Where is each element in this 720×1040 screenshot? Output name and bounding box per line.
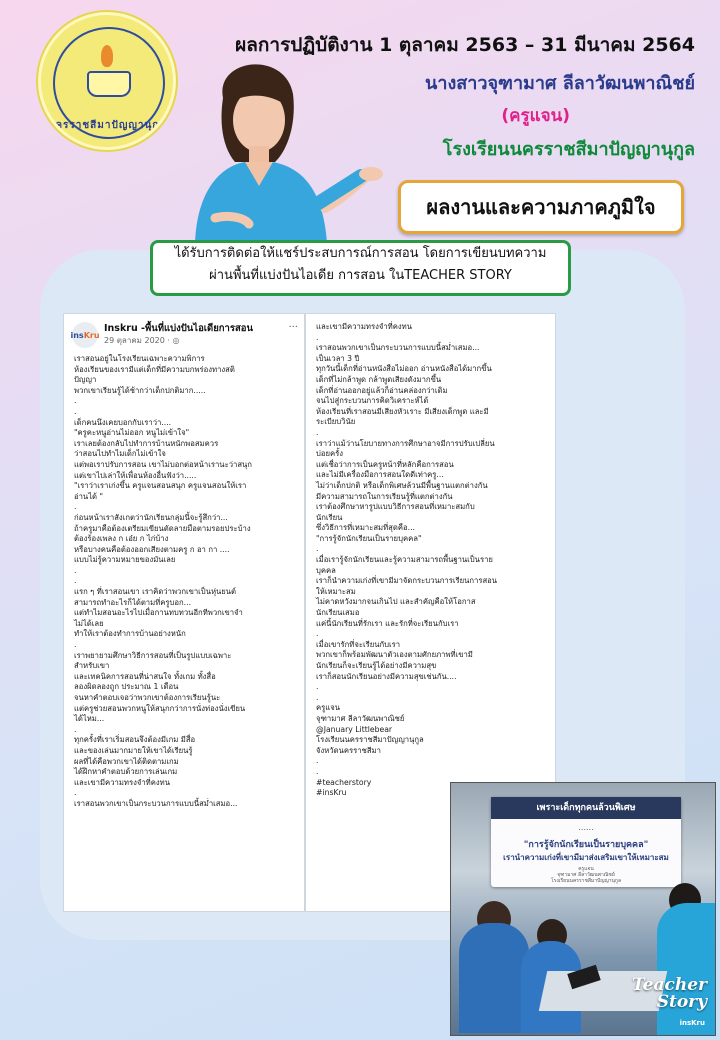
banner-line-2: ผ่านพื้นที่แบ่งปันไอเดีย การสอน ในTEACHER STORY — [209, 268, 512, 283]
photo-card-line: เรานำความเก่งที่เขามีมาส่งเสริมเขาให้เหมาะสม — [503, 853, 669, 862]
photo-card-title: เพราะเด็กทุกคนล้วนพิเศษ — [491, 797, 681, 819]
teacher-nickname: (ครูแจน) — [501, 106, 570, 126]
inskru-logo: insKru — [679, 1019, 705, 1027]
post-body-left: เราสอนอยู่ในโรงเรียนเฉพาะความพิการ ห้องเรียนของเรามีแต่เด็กที่มีความบกพร่องทางสติ ปัญญา พวกเขาเรียนรู้ได้ช้ากว่าเด็กปกติมาก..... . . เด็กคนนึงเคยบอกกับเราว่า.... "ครูคะหนูอ่านไม่ออก หนูไม่เข้าใจ" เราเลยต้องกลับไปทำการบ้านหนักพอสมควร ว่าสอนไปทำไมเด็กไม่เข้าใจ แต่พอเราปรับการสอน เขาไม่บอกต่อหน้าเรานะว่าสนุก แต่เขาไปเล่าให้เพื่อนห้องอื่นฟังว่า..... "เราว่าเราเก่งขึ้น ครูแจนสอนสนุก ครูแจนสอนให้เรา อ่านได้ " . ก่อนหน้าเราสังเกตว่านักเรียนกลุ่มนี้จะรู้สึกว่า... ถ้าครูมาคือต้องเตรียมเขียนตัดลายมือตามรอยประบ้าง ต้องร้องเพลง ก เอ๋ย ก ไก่บ้าง หรือบางคนคือต้องออกเสียงตามครู ก อา กา .... แบบไม่รู้ความหมายของมันเลย . . แรก ๆ ที่เราสอนเขา เราคิดว่าพวกเขาเป็นหุ่นยนต์ สามารถทำอะไรก็ได้ตามที่ครูบอก... แต่ทำไมสอนอะไรไปเมื่อกานทบทวนอีกทีพวกเขาจำ ไม่ได้เลย ทำให้เราต้องทำการบ้านอย่างหนัก . เราพยายามศึกษาวิธีการสอนที่เป็นรูปแบบเฉพาะ สำหรับเขา และเทคนิคการสอนที่น่าสนใจ ทั้งเกม ทั้งสื่อ ลองผิดลองถูก ประมาณ 1 เดือน จนหาคำตอบเจอว่าพวกเขาต้องการเรียนรู้นะ แต่ครูช่วยสอนพวกหนูให้สนุกกว่าการนั่งท่องนั่งเขียน ได้ไหม... . ทุกครั้งที่เราเริ่มสอนจึงต้องมีเกม มีสื่อ และของเล่นมากมายให้เขาได้เรียนรู้ ผลที่ได้คือพวกเขาได้ติดตามเกม ได้ฝึกหาคำตอบด้วยการเล่นเกม และเขามีความทรงจำที่คงทน . เราสอนพวกเขาเป็นกระบวนการแบบนี้สม่ำเสมอ... — [74, 354, 252, 808]
avatar-text: ins — [70, 330, 84, 340]
school-logo — [38, 12, 176, 150]
avatar-text-accent: Kru — [83, 330, 100, 340]
teacher-name: นางสาวจุฑามาศ ลีลาวัฒนพาณิชย์ — [425, 73, 695, 94]
page-name-link[interactable]: Inskru -พื้นที่แบ่งปันไอเดียการสอน — [104, 323, 253, 334]
info-banner — [150, 240, 571, 296]
post-date: 29 ตุลาคม 2020 · ◎ — [104, 336, 180, 345]
more-options-icon[interactable]: ··· — [288, 322, 298, 333]
teacher-figure — [657, 903, 716, 1035]
post-body-right: และเขามีความทรงจำที่คงทน . เราสอนพวกเขาเป็นกระบวนการแบบนี้สม่ำเสมอ... เป็นเวลา 3 ปี ทุกวันนี้เด็กที่อ่านหนังสือไม่ออก อ่านหนังสือได้มากขึ้น เด็กที่ไม่กล้าพูด กล้าพูดเสียงดังมากขึ้น เด็กที่อ่านออกอยู่แล้วก็อ่านคล่องกว่าเดิม จนไปสู่กระบวนการคิดวิเคราะห์ได้ ห้องเรียนที่เราสอนมีเสียงหัวเราะ มีเสียงเด็กพูด และมี ระเบียบวินัย . เราว่าแม้ว่านโยบายทางการศึกษาอาจมีการปรับเปลี่ยน บ่อยครั้ง แต่เชื่อว่าการเป็นครูหน้าที่หลักคือการสอน และไม่มีเครื่องมือการสอนใดดีเท่าครู... ไม่ว่าเด็กปกติ หรือเด็กพิเศษล้วนมีพื้นฐานแตกต่างกัน มีความสามารถในการเรียนรู้ที่แตกต่างกัน เราต้องศึกษาหารูปแบบวิธีการสอนที่เหมาะสมกับ นักเรียน ซึ่งวิธีการที่เหมาะสมที่สุดคือ... "การรู้จักนักเรียนเป็นรายบุคคล" . เมื่อเรารู้จักนักเรียนและรู้ความสามารถพื้นฐานเป็นราย บุคคล เราก็นำความเก่งที่เขามีมาจัดกระบวนการเรียนการสอน ให้เหมาะสม ไม่คาดหวังมากจนเกินไป และสำคัญคือให้โอกาส นักเรียนเสมอ แค่นี้นักเรียนที่รักเรา และรักที่จะเรียนกับเรา . เมื่อเขารักที่จะเรียนกับเรา พวกเขาก็พร้อมพัฒนาตัวเองตามศักยภาพที่เขามี นักเรียนก็จะเรียนรู้ได้อย่างมีความสุข เราก็สอนนักเรียนอย่างมีความสุขเช่นกัน.... . . ครูแจน จุฑามาศ ลีลาวัฒนพาณิชย์ @January Littlebear โรงเรียนนครราชสีมาปัญญานุกูล จังหวัดนครราชสีมา . . #teacherstory #insKru — [316, 322, 498, 798]
student-figure — [459, 923, 529, 1033]
flame-icon — [101, 45, 113, 67]
logo-lettering: นครราชสีมาปัญญานุกูล — [47, 120, 167, 131]
page-avatar[interactable] — [72, 322, 98, 348]
photo-card — [491, 797, 681, 887]
book-icon — [87, 71, 131, 97]
banner-line-1: ได้รับการติดต่อให้แชร์ประสบการณ์การสอน โดยการเขียนบทความ — [174, 246, 547, 261]
page-title: ผลการปฏิบัติงาน 1 ตุลาคม 2563 – 31 มีนาคม 2564 — [235, 34, 695, 56]
facebook-post-left — [63, 313, 305, 912]
photo-card-author: ครูแจน จุฑามาศ ลีลาวัฒนพาณิชย์ โรงเรียนนครราชสีมาปัญญานุกูล — [550, 866, 622, 884]
photo-card-quote: "การรู้จักนักเรียนเป็นรายบุคคล" — [523, 840, 649, 850]
photo-card-dots: ...... — [578, 823, 594, 832]
classroom-photo — [450, 782, 716, 1036]
school-name: โรงเรียนนครราชสีมาปัญญานุกูล — [442, 139, 695, 160]
post-header — [64, 314, 304, 352]
teacher-story-logo: Teacher Story — [631, 975, 707, 1012]
section-badge: ผลงานและความภาคภูมิใจ — [398, 180, 684, 234]
